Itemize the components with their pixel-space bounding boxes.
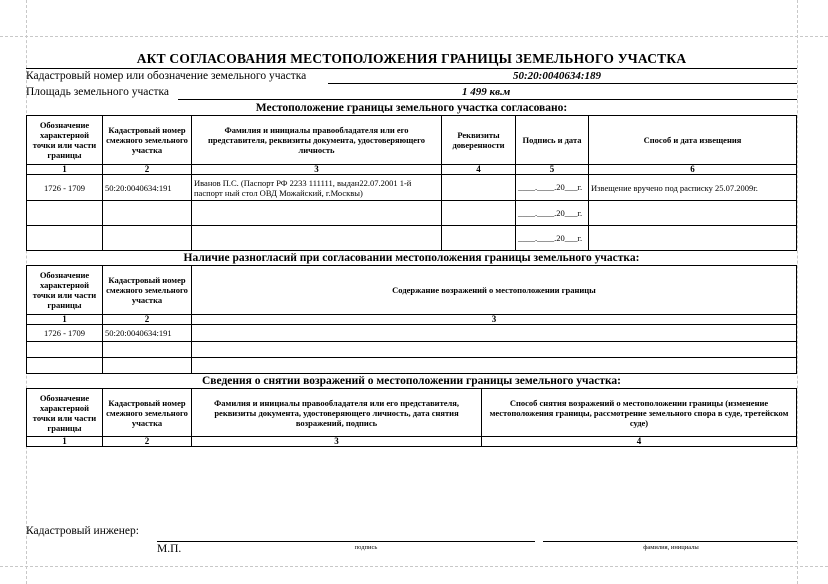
s1-row2-owner bbox=[192, 201, 442, 226]
s1-row2-point bbox=[27, 201, 103, 226]
section3-table bbox=[26, 388, 797, 447]
date-field: ____.____.20___г. bbox=[518, 182, 583, 192]
s1-row2-proxy bbox=[442, 201, 516, 226]
margin-guide-top bbox=[0, 36, 828, 37]
cadastral-label: Кадастровый номер или обозначение земельного участка bbox=[26, 70, 307, 82]
s3-num-3: 3 bbox=[192, 437, 482, 447]
s1-num-6: 6 bbox=[589, 165, 797, 175]
s1-header-notice: Способ и дата извещения bbox=[589, 116, 797, 165]
s3-header-point: Обозначение характерной точки или части границы bbox=[27, 389, 103, 437]
s2-header-point: Обозначение характерной точки или части границы bbox=[27, 266, 103, 315]
s1-row1-cadnum: 50:20:0040634:191 bbox=[103, 175, 192, 201]
section1-table bbox=[26, 115, 797, 251]
area-value: 1 499 кв.м bbox=[462, 86, 511, 98]
s2-row3-objection bbox=[192, 358, 797, 374]
s1-num-5: 5 bbox=[516, 165, 589, 175]
margin-guide-right bbox=[797, 0, 798, 584]
s1-row3-notice bbox=[589, 226, 797, 251]
s1-row1-notice: Извещение вручено под расписку 25.07.2009г. bbox=[589, 175, 797, 201]
section3-heading: Сведения о снятии возражений о местоположении границы земельного участка: bbox=[201, 375, 622, 387]
s1-row2-cadnum bbox=[103, 201, 192, 226]
s1-row3-point bbox=[27, 226, 103, 251]
sign-caption: подпись bbox=[354, 544, 378, 551]
s1-num-3: 3 bbox=[192, 165, 442, 175]
s1-row1-owner: Иванов П.С. (Паспорт РФ 2233 111111, выдан22.07.2001 1-й паспорт ный стол ОВД Можайский, г.Москвы) bbox=[192, 175, 442, 201]
section2-heading: Наличие разногласий при согласовании местоположения границы земельного участка: bbox=[183, 252, 640, 264]
cadastral-value: 50:20:0040634:189 bbox=[513, 70, 601, 82]
s2-header-cadnum: Кадастровый номер смежного земельного участка bbox=[103, 266, 192, 315]
s2-row2-point bbox=[27, 342, 103, 358]
s2-num-2: 2 bbox=[103, 315, 192, 325]
date-field: ____.____.20___г. bbox=[518, 232, 583, 243]
s2-num-3: 3 bbox=[192, 315, 797, 325]
s3-header-method: Способ снятия возражений о местоположении границы (изменение местоположения границы, рассмотрение земельного спора в суде, третейском суде) bbox=[482, 389, 797, 437]
name-underline bbox=[543, 541, 797, 542]
s1-row3-owner bbox=[192, 226, 442, 251]
s1-num-2: 2 bbox=[103, 165, 192, 175]
s2-row1-objection bbox=[192, 325, 797, 342]
s1-row1-proxy bbox=[442, 175, 516, 201]
s1-num-4: 4 bbox=[442, 165, 516, 175]
name-caption: фамилия, инициалы bbox=[643, 544, 699, 551]
s2-header-objection: Содержание возражений о местоположении границы bbox=[192, 266, 797, 315]
s3-num-2: 2 bbox=[103, 437, 192, 447]
s2-num-1: 1 bbox=[27, 315, 103, 325]
date-field: ____.____.20___г. bbox=[518, 207, 583, 218]
s1-row1-date bbox=[516, 175, 589, 201]
signature-block bbox=[26, 522, 797, 558]
area-label: Площадь земельного участка bbox=[26, 86, 169, 98]
section1-heading: Местоположение границы земельного участка согласовано: bbox=[255, 102, 568, 114]
s3-header-cadnum: Кадастровый номер смежного земельного участка bbox=[103, 389, 192, 437]
s1-row3-date bbox=[516, 226, 589, 251]
page-title: АКТ СОГЛАСОВАНИЯ МЕСТОПОЛОЖЕНИЯ ГРАНИЦЫ ЗЕМЕЛЬНОГО УЧАСТКА bbox=[26, 50, 797, 69]
s2-row1-cadnum: 50:20:0040634:191 bbox=[103, 325, 192, 342]
document-page bbox=[26, 50, 797, 447]
s1-row3-cadnum bbox=[103, 226, 192, 251]
s1-row1-point: 1726 - 1709 bbox=[27, 175, 103, 201]
s2-row3-cadnum bbox=[103, 358, 192, 374]
s2-row1-point: 1726 - 1709 bbox=[27, 325, 103, 342]
area-row bbox=[26, 85, 797, 101]
margin-guide-bottom bbox=[0, 566, 828, 567]
sign-underline bbox=[157, 541, 535, 542]
s3-num-4: 4 bbox=[482, 437, 797, 447]
s1-row2-date bbox=[516, 201, 589, 226]
s2-row2-cadnum bbox=[103, 342, 192, 358]
s1-header-point: Обозначение характерной точки или части границы bbox=[27, 116, 103, 165]
s1-header-owner: Фамилия и инициалы правообладателя или его представителя, реквизиты документа, удостоверяющего личность bbox=[192, 116, 442, 165]
s3-header-owner: Фамилия и инициалы правообладателя или его представителя, реквизиты документа, удостоверяющего личность, дата снятия возражений, подпись bbox=[192, 389, 482, 437]
s2-row2-objection bbox=[192, 342, 797, 358]
s1-row2-notice bbox=[589, 201, 797, 226]
cadastral-row bbox=[26, 69, 797, 85]
s1-row3-proxy bbox=[442, 226, 516, 251]
s1-num-1: 1 bbox=[27, 165, 103, 175]
s3-num-1: 1 bbox=[27, 437, 103, 447]
s1-header-proxy: Реквизиты доверенности bbox=[442, 116, 516, 165]
area-underline bbox=[178, 99, 797, 100]
stamp-label: М.П. bbox=[157, 543, 182, 555]
engineer-label: Кадастровый инженер: bbox=[26, 525, 139, 537]
s1-header-sign: Подпись и дата bbox=[516, 116, 589, 165]
s1-header-cadnum: Кадастровый номер смежного земельного участка bbox=[103, 116, 192, 165]
s2-row3-point bbox=[27, 358, 103, 374]
section2-table bbox=[26, 265, 797, 374]
cadastral-underline bbox=[328, 83, 797, 84]
